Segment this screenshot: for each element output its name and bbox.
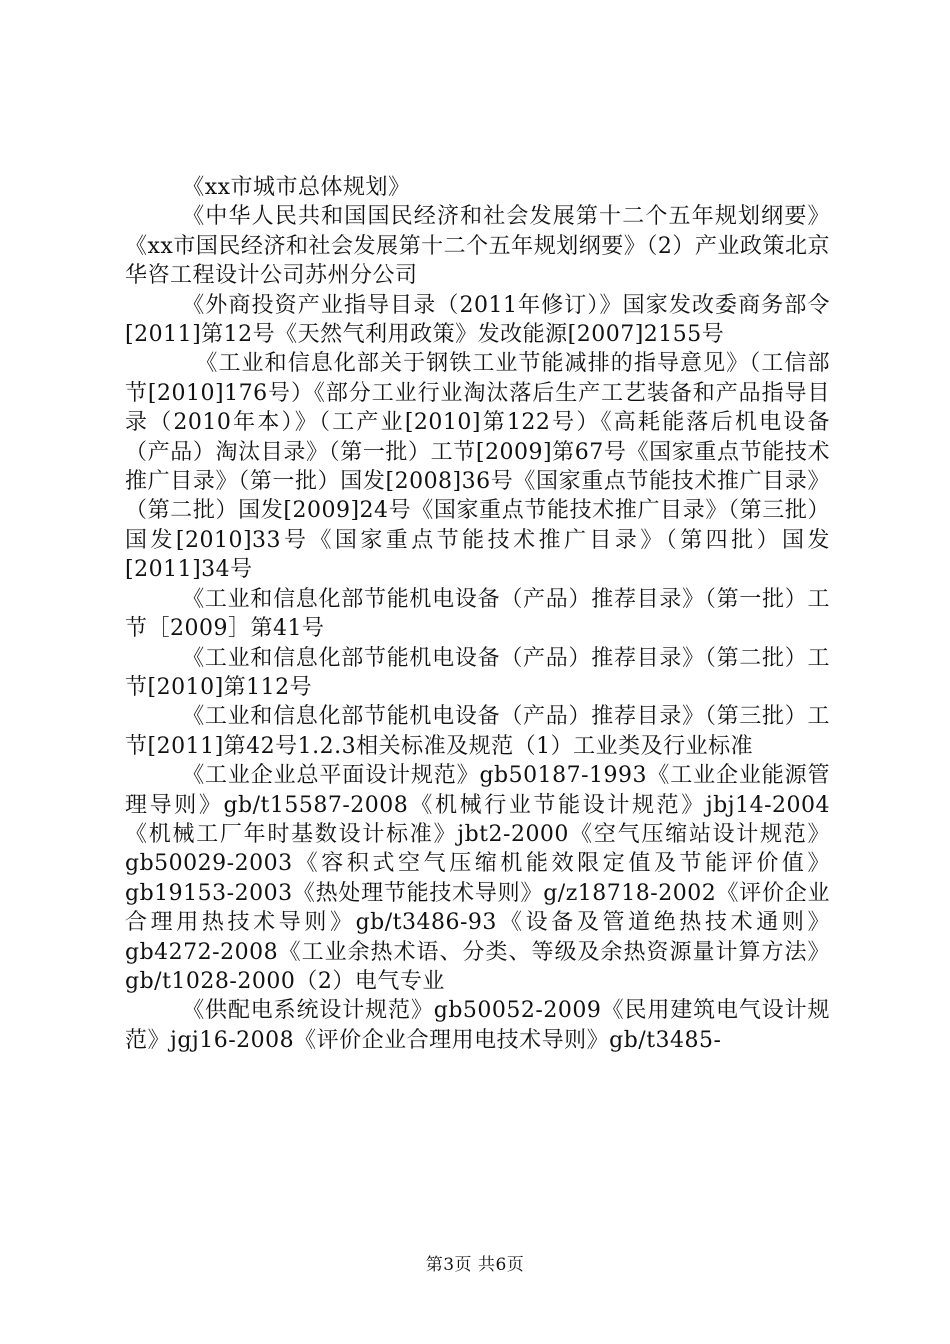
paragraph-industrial-standards: 《工业企业总平面设计规范》gb50187-1993《工业企业能源管理导则》gb/t15587-2008《机械行业节能设计规范》jbj14-2004《机械工厂年时基数设计标准》jbt2-2000《空气压缩站设计规范》gb50029-2003《容积式空气压缩机能效限定值及节能评价值》gb19153-2003《热处理节能技术导则》g/z18718-2002《评价企业合理用热技术导则》gb/t3486-93《设备及管道绝热技术通则》gb4272-2008《工业余热术语、分类、等级及余热资源量计算方法》gb/t1028-2000（2）电气专业 [125,763,830,994]
page-footer: 第3页 共6页 [425,1255,525,1275]
paragraph-recommended-batch-3: 《工业和信息化部节能机电设备（产品）推荐目录》（第三批）工节[2011]第42号1.2.3相关标准及规范（1）工业类及行业标准 [125,704,830,759]
paragraph-city-plan: 《xx市城市总体规划》 [182,175,411,200]
paragraph-recommended-batch-2: 《工业和信息化部节能机电设备（产品）推荐目录》（第二批）工节[2010]第112号 [125,645,830,700]
paragraph-energy-saving-catalogs: 《工业和信息化部关于钢铁工业节能减排的指导意见》（工信部节[2010]176号）《部分工业行业淘汰落后生产工艺装备和产品指导目录（2010年本）》（工产业[2010]第122号）《高耗能落后机电设备（产品）淘汰目录》（第一批）工节[2009]第67号《国家重点节能技术推广目录》（第一批）国发[2008]36号《国家重点节能技术推广目录》（第二批）国发[2009]24号《国家重点节能技术推广目录》（第三批）国发[2010]33号《国家重点节能技术推广目录》（第四批）国发[2011]34号 [125,351,830,583]
paragraph-five-year-plan: 《中华人民共和国国民经济和社会发展第十二个五年规划纲要》《xx市国民经济和社会发展第十二个五年规划纲要》（2）产业政策北京华咨工程设计公司苏州分公司 [125,204,830,289]
paragraph-recommended-batch-1: 《工业和信息化部节能机电设备（产品）推荐目录》（第一批）工节［2009］第41号 [125,586,830,642]
paragraph-investment-catalog: 《外商投资产业指导目录（2011年修订）》国家发改委商务部令[2011]第12号《天然气利用政策》发改能源[2007]2155号 [125,292,830,348]
document-body [125,173,830,1055]
paragraph-electrical-standards: 《供配电系统设计规范》gb50052-2009《民用建筑电气设计规范》jgj16-2008《评价企业合理用电技术导则》gb/t3485- [125,998,830,1053]
